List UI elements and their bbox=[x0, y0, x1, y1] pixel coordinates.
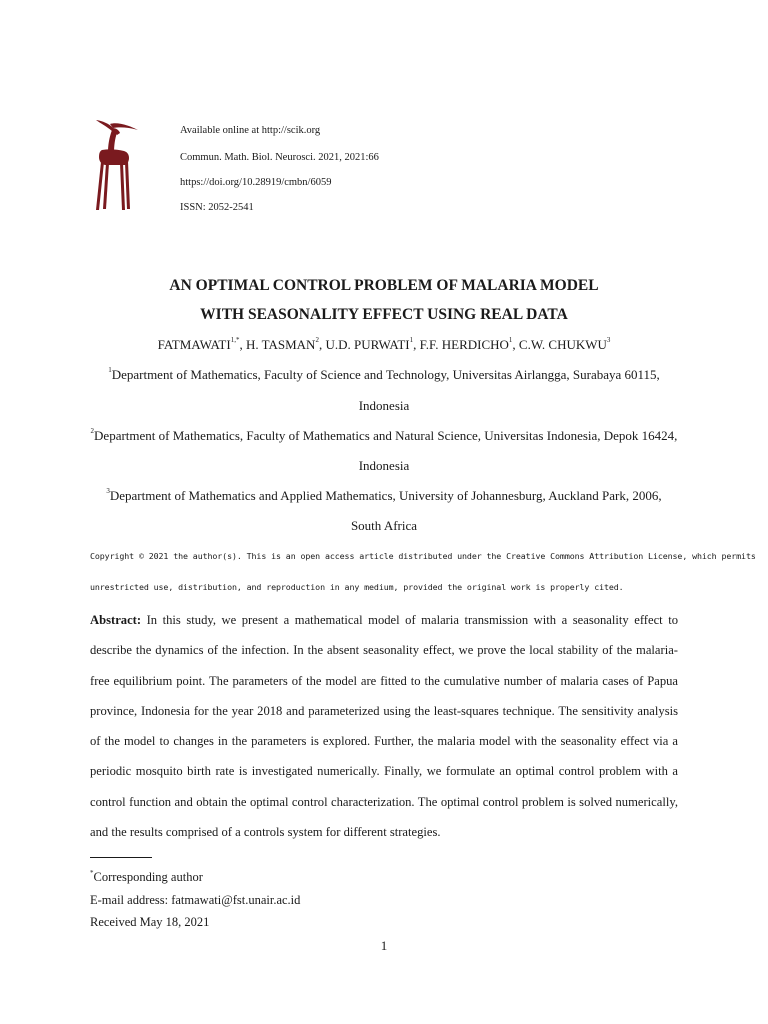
author-name: F.F. HERDICHO bbox=[419, 337, 509, 352]
abstract-text: In this study, we present a mathematical model of malaria transmission with a seasonality effect to describe the dynamics of the infection. In the absent seasonality effect, we prove the local stability of the malaria-free equilibrium point. The parameters of the model are fitted to the cumulative number of malaria cases of Papua province, Indonesia for the year 2018 and parameterized using the least-squares technique. The sensitivity analysis of the model to changes in the parameters is explored. Further, the malaria model with the seasonality effect via a periodic mosquito birth rate is investigated numerically. Finally, we formulate an optimal control problem with a control function and obtain the optimal control characterization. The optimal control problem is solved numerically, and the results comprised of a controls system for different strategies. bbox=[90, 613, 678, 840]
affiliation-1 bbox=[0, 367, 768, 383]
author-affil: 1 bbox=[508, 336, 513, 344]
author-name: U.D. PURWATI bbox=[325, 337, 410, 352]
affiliation-1-country: Indonesia bbox=[358, 398, 410, 413]
affiliation-text: Department of Mathematics, Faculty of Science and Technology, Universitas Airlangga, Surabaya 60115, bbox=[111, 367, 660, 382]
affiliation-3-country: South Africa bbox=[350, 518, 418, 533]
abstract bbox=[90, 605, 678, 847]
received-date: Received May 18, 2021 bbox=[90, 915, 210, 929]
title-line-2: WITH SEASONALITY EFFECT USING REAL DATA bbox=[200, 306, 568, 323]
issn: ISSN: 2052-2541 bbox=[180, 202, 254, 213]
affiliation-sup: 2 bbox=[90, 427, 95, 435]
affiliation-2 bbox=[0, 428, 768, 444]
affiliation-sup: 3 bbox=[106, 487, 110, 495]
affiliation-text: Department of Mathematics, Faculty of Mathematics and Natural Science, Universitas Indonesia, Depok 16424, bbox=[94, 428, 678, 443]
author-name: FATMAWATI bbox=[157, 337, 231, 352]
copyright-line-2: unrestricted use, distribution, and reproduction in any medium, provided the original work is properly cited. bbox=[90, 582, 624, 592]
doi-link[interactable]: https://doi.org/10.28919/cmbn/6059 bbox=[180, 177, 332, 188]
footnote-divider bbox=[90, 857, 152, 858]
affiliation-2-country: Indonesia bbox=[358, 458, 410, 473]
copyright-line-1: Copyright © 2021 the author(s). This is an open access article distributed under the Creative Commons Attribution License, which permits bbox=[90, 551, 756, 561]
author-affil: 1 bbox=[409, 336, 414, 344]
affiliation-3 bbox=[0, 488, 768, 504]
affiliation-text: Department of Mathematics and Applied Mathematics, University of Johannesburg, Auckland Park, 2006, bbox=[109, 488, 662, 503]
author-name: C.W. CHUKWU bbox=[518, 337, 607, 352]
corresponding-text: Corresponding author bbox=[93, 870, 203, 884]
journal-logo-antelope-icon bbox=[86, 118, 146, 212]
journal-citation: Commun. Math. Biol. Neurosci. 2021, 2021:66 bbox=[180, 152, 379, 163]
title-line-1: AN OPTIMAL CONTROL PROBLEM OF MALARIA MODEL bbox=[169, 277, 599, 294]
author-affil: 3 bbox=[606, 336, 611, 344]
corresponding-author-note bbox=[90, 870, 203, 885]
author-affil: 1,* bbox=[230, 336, 240, 344]
author-list: $FATMAWATI^{1,*}$, H. TASMAN$^2$, U.D. PURWATI$^1$, F.F. HERDICHO$^1$, C.W. CHUKWU$^3$ bbox=[157, 336, 611, 352]
abstract-label: Abstract: bbox=[90, 613, 142, 627]
author-name: H. TASMAN bbox=[245, 337, 316, 352]
footnote-mark: * bbox=[90, 869, 94, 877]
availability-line: Available online at http://scik.org bbox=[180, 125, 321, 136]
page-number: 1 bbox=[380, 938, 388, 953]
affiliation-sup: 1 bbox=[108, 366, 112, 374]
author-affil: 2 bbox=[315, 336, 319, 344]
email-address: E-mail address: fatmawati@fst.unair.ac.id bbox=[90, 893, 301, 907]
